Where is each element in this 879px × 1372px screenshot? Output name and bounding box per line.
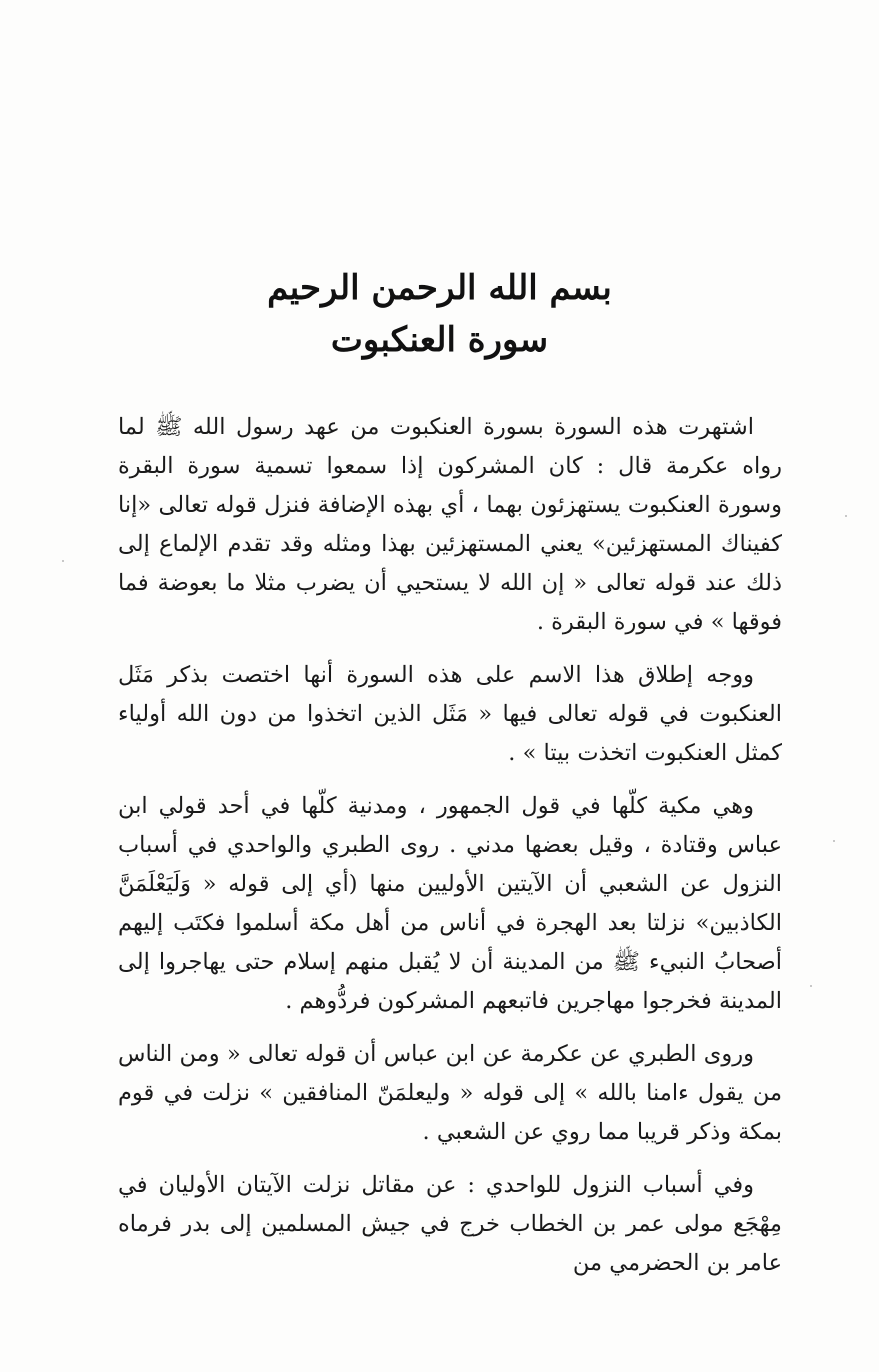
paragraph-wahidi-narration: وفي أسباب النزول للواحدي : عن مقاتل نزلت الآيتان الأوليان في مِهْجَع مولى عمر بن الخطاب خرج في جيش المسلمين إلى بدر فرماه عامر بن الحضرمي من: [118, 1172, 782, 1276]
page-body: [118, 408, 782, 1283]
paper-speck: [810, 985, 812, 987]
basmala-heading: بسم الله الرحمن الرحيم: [267, 268, 612, 308]
paragraph-revelation-place: وهي مكية كلّها في قول الجمهور ، ومدنية كلّها في أحد قولي ابن عباس وقتادة ، وقيل بعضها مدني . روى الطبري والواحدي في أسباب النزول عن الشعبي أن الآيتين الأوليين منها (أي إلى قوله « وَلَيَعْلَمَنَّ الكاذبين» نزلتا بعد الهجرة في أناس من أهل مكة أسلموا فكتَب إليهم أصحابُ النبيء ﷺ من المدينة أن لا يُقبل منهم إسلام حتى يهاجروا إلى المدينة فخرجوا مهاجرين فاتبعهم المشركون فردُّوهم .: [118, 793, 782, 1014]
paragraph-naming-reason: ووجه إطلاق هذا الاسم على هذه السورة أنها اختصت بذكر مَثَل العنكبوت في قوله تعالى فيها « مَثَل الذين اتخذوا من دون الله أولياء كمثل العنكبوت اتخذت بيتا » .: [118, 662, 782, 766]
paragraph-surah-name: اشتهرت هذه السورة بسورة العنكبوت من عهد رسول الله ﷺ لما رواه عكرمة قال : كان المشركون إذا سمعوا تسمية سورة البقرة وسورة العنكبوت يستهزئون بهما ، أي بهذه الإضافة فنزل قوله تعالى «إنا كفيناك المستهزئين» يعني المستهزئين بهذا ومثله وقد تقدم الإلماع إلى ذلك عند قوله تعالى « إن الله لا يستحيي أن يضرب مثلا ما بعوضة فما فوقها » في سورة البقرة .: [118, 414, 782, 635]
paper-speck: [62, 560, 64, 562]
paper-speck: [845, 515, 847, 517]
paragraph-tabari-narration: وروى الطبري عن عكرمة عن ابن عباس أن قوله تعالى « ومن الناس من يقول ءامنا بالله » إلى قوله « وليعلمَنّ المنافقين » نزلت في قوم بمكة وذكر قريبا مما روي عن الشعبي .: [118, 1041, 782, 1145]
paper-speck: [833, 840, 835, 842]
surah-title: سورة العنكبوت: [330, 320, 549, 360]
